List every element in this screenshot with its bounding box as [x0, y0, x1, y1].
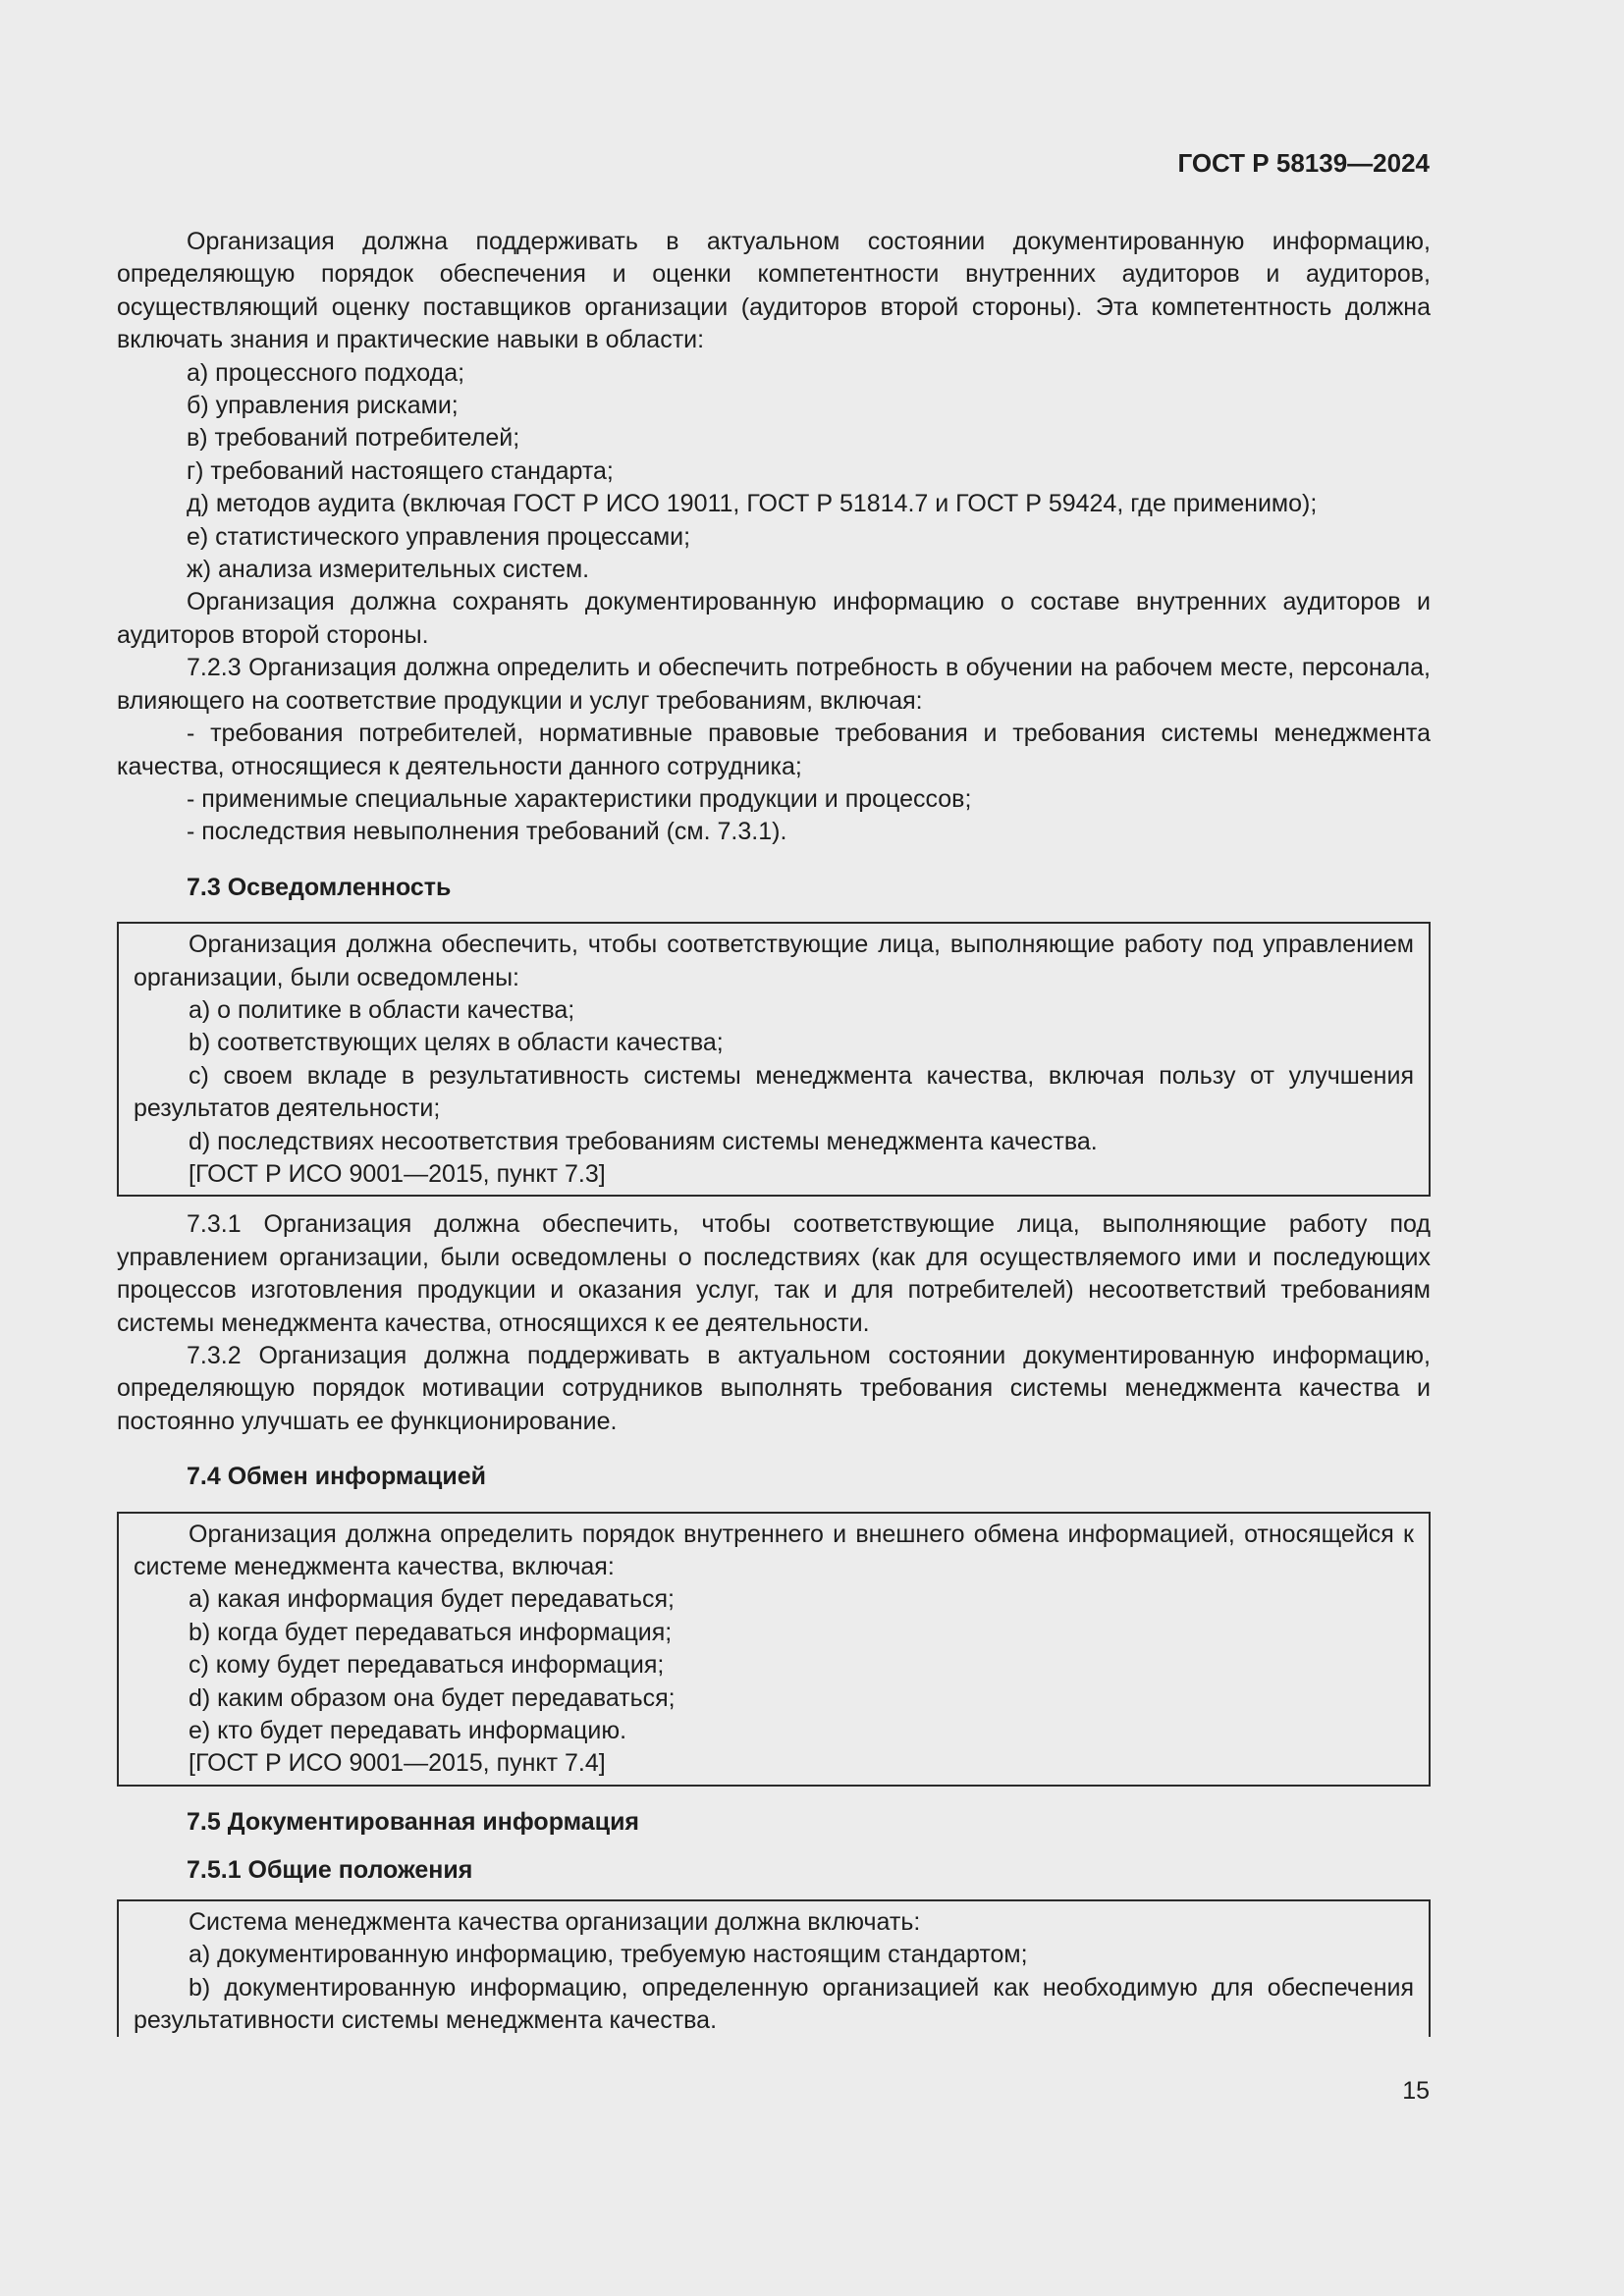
- page-content: [117, 226, 1431, 2037]
- section-heading-7-5: 7.5 Документированная информация: [187, 1807, 640, 1836]
- subsection-heading-7-5-1: 7.5.1 Общие положения: [187, 1856, 473, 1885]
- list-item: e) кто будет передавать информацию.: [189, 1717, 627, 1745]
- bullet-item: - применимые специальные характеристики продукции и процессов;: [187, 784, 972, 813]
- source-reference: [ГОСТ Р ИСО 9001—2015, пункт 7.4]: [189, 1749, 606, 1778]
- list-item: b) документированную информацию, определенную организацией как необходимую для обеспечения результативности системы менеджмента качества.: [134, 1973, 1414, 2034]
- list-item: д) методов аудита (включая ГОСТ Р ИСО 19011, ГОСТ Р 51814.7 и ГОСТ Р 59424, где применимо);: [187, 490, 1318, 518]
- list-item: d) последствиях несоответствия требованиям системы менеджмента качества.: [189, 1127, 1098, 1155]
- quoted-requirement-box-7-3: [117, 922, 1431, 1197]
- list-item: а) процессного подхода;: [187, 358, 465, 387]
- bullet-item: - последствия невыполнения требований (см. 7.3.1).: [187, 818, 787, 846]
- quoted-requirement-box-7-5-1: [117, 1899, 1431, 2038]
- paragraph-7-3-2: 7.3.2 Организация должна поддерживать в актуальном состоянии документированную информацию, определяющую порядок мотивации сотрудников выполнять требования системы менеджмента качества и постоянно улучшать ее функционирование.: [117, 1342, 1431, 1435]
- quoted-requirement-box-7-4: [117, 1512, 1431, 1787]
- list-item: б) управления рисками;: [187, 392, 459, 420]
- list-item: a) какая информация будет передаваться;: [189, 1585, 675, 1614]
- paragraph-auditors-record: Организация должна сохранять документированную информацию о составе внутренних аудиторов и аудиторов второй стороны.: [117, 588, 1431, 649]
- list-item: ж) анализа измерительных систем.: [187, 556, 590, 584]
- list-item: b) соответствующих целях в области качества;: [189, 1029, 724, 1057]
- section-heading-7-4: 7.4 Обмен информацией: [187, 1463, 487, 1491]
- list-item: a) документированную информацию, требуемую настоящим стандартом;: [189, 1941, 1028, 1969]
- list-item: a) о политике в области качества;: [189, 995, 575, 1024]
- paragraph-competence-intro: Организация должна поддерживать в актуальном состоянии документированную информацию, определяющую порядок обеспечения и оценки компетентности внутренних аудиторов и аудиторов, осуществляющий оценку поставщиков организации (аудиторов второй стороны). Эта компетентность должна включать знания и практические навыки в области:: [117, 228, 1431, 354]
- page-number: 15: [1402, 2077, 1430, 2105]
- bullet-item: - требования потребителей, нормативные правовые требования и требования системы менеджмента качества, относящиеся к деятельности данного сотрудника;: [117, 720, 1431, 780]
- list-item: c) кому будет передаваться информация;: [189, 1651, 665, 1680]
- list-item: г) требований настоящего стандарта;: [187, 456, 614, 485]
- document-code: ГОСТ Р 58139—2024: [1177, 148, 1430, 178]
- section-heading-7-3: 7.3 Осведомленность: [187, 873, 452, 901]
- box-intro: Организация должна обеспечить, чтобы соответствующие лица, выполняющие работу под управлением организации, были осведомлены:: [134, 931, 1414, 991]
- list-item: c) своем вкладе в результативность системы менеджмента качества, включая пользу от улучшения результатов деятельности;: [134, 1061, 1414, 1123]
- list-item: b) когда будет передаваться информация;: [189, 1618, 673, 1646]
- list-item: d) каким образом она будет передаваться;: [189, 1683, 676, 1712]
- paragraph-7-3-1: 7.3.1 Организация должна обеспечить, чтобы соответствующие лица, выполняющие работу под управлением организации, были осведомлены о последствиях (как для осуществляемого ими и последующих процессов изготовления продукции и оказания услуг, так и для потребителей) несоответствий требованиям системы менеджмента качества, относящихся к ее деятельности.: [117, 1210, 1431, 1337]
- paragraph-7-2-3: 7.2.3 Организация должна определить и обеспечить потребность в обучении на рабочем месте, персонала, влияющего на соответствие продукции и услуг требованиям, включая:: [117, 654, 1431, 715]
- list-item: е) статистического управления процессами;: [187, 522, 691, 551]
- box-intro: Система менеджмента качества организации должна включать:: [189, 1907, 921, 1936]
- box-intro: Организация должна определить порядок внутреннего и внешнего обмена информацией, относящейся к системе менеджмента качества, включая:: [134, 1520, 1414, 1581]
- list-item: в) требований потребителей;: [187, 424, 520, 453]
- source-reference: [ГОСТ Р ИСО 9001—2015, пункт 7.3]: [189, 1159, 606, 1188]
